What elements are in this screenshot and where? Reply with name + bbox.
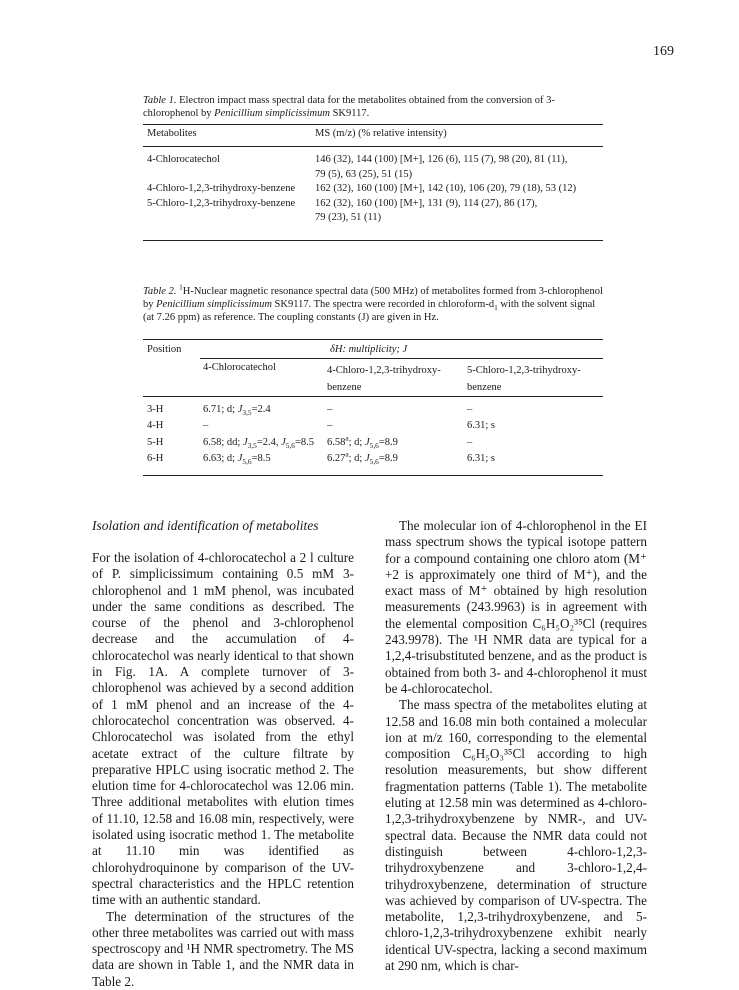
table1-cell-ms-line: 162 (32), 160 (100) [M+], 142 (10), 106 (20), 79 (18), 53 (12) <box>315 183 577 194</box>
table2-top-rule <box>143 339 603 340</box>
table2-col-b-line: benzene <box>327 382 362 393</box>
table1-caption-species: Penicillium simplicissimum <box>214 108 330 119</box>
table2-caption: Table 2. $^1$H-Nuclear magnetic resonance spectral data (500 MHz) of metabolites formed from 3-chlorophenol by Penicillium simplicissimum SK9117. The spectra were recorded in chloroform-$d_1$ with the solvent signal (at 7.26 ppm) as reference. The coupling constants (J) are given in Hz. <box>143 282 603 323</box>
table2-cell-b: – <box>327 404 333 415</box>
table2-cell-c: 6.31; s <box>467 420 496 432</box>
table-row <box>143 402 603 418</box>
table1-header-rule <box>143 146 603 147</box>
table1-col-metabolites: Metabolites <box>147 128 197 139</box>
table2-col-c-line: benzene <box>467 382 502 393</box>
table2-caption-text: SK9117. The spectra were recorded in chloroform-d <box>274 299 495 310</box>
table-row <box>143 197 603 226</box>
table2-col-b <box>327 362 441 396</box>
paragraph: The molecular ion of 4-chlorophenol in the EI mass spectrum shows the typical isotope pattern for a compound containing one chloro atom (M⁺ +2 is approximately one third of M⁺), and the exact mass of M⁺ obtained by high resolution measurements (243.9963) is in agreement with the elemental composition C₆H₅O₂³⁵Cl (requires 243.9978). The ¹H NMR data are typical for a 1,2,4-trisubstituted benzene, and as the product is obtained from both 3- and 4-chlorophenol it must be 4-chlorocatechol. <box>385 518 647 696</box>
table1-body <box>143 153 603 226</box>
table2-caption-text: H-Nuclear magnetic resonance spectral data (500 MHz) of metabolites formed from 3-chlorophenol by <box>143 286 603 310</box>
table2-cell-a: – <box>203 420 209 432</box>
table1-bottom-rule <box>143 240 603 241</box>
table1-top-rule <box>143 124 603 125</box>
table2-col-a: 4-Chlorocatechol <box>203 362 276 373</box>
table1-caption <box>143 94 603 120</box>
table1-caption-strain: SK9117. <box>332 108 370 119</box>
table-row <box>143 435 603 451</box>
paragraph: The determination of the structures of the other three metabolites was carried out with mass spectroscopy and ¹H NMR spectrometry. The MS data are shown in Table 1, and the NMR data in Table 2. <box>92 908 354 989</box>
table2-cell-b: – <box>327 420 333 432</box>
table2-cell-a: 6.71; d; $J_{3,5}=2.4$ <box>203 404 271 418</box>
table2-caption-species: Penicillium simplicissimum <box>156 299 272 310</box>
table1-label: Table 1. <box>143 95 177 106</box>
table2-cell-c: – <box>467 436 473 448</box>
table2-col-b-line: 4-Chloro-1,2,3-trihydroxy- <box>327 365 441 376</box>
table2-cell-pos: 4-H <box>147 420 164 432</box>
table2-cell-c: – <box>467 404 473 415</box>
table1-cell-ms-line: 79 (5), 63 (25), 51 (15) <box>315 168 413 180</box>
table2-cell-b: 6.27$^a$; d; $J_{5,6}=8.9$ <box>327 449 398 466</box>
table2-col-c-line: 5-Chloro-1,2,3-trihydroxy- <box>467 365 581 376</box>
table2-group-rule <box>200 358 603 359</box>
table1-cell-ms <box>315 153 603 182</box>
table2-col-c <box>467 362 581 396</box>
table1-cell-metabolite: 4-Chlorocatechol <box>147 154 220 165</box>
table2-header-rule <box>143 396 603 397</box>
paragraph: For the isolation of 4-chlorocatechol a 2 l culture of P. simplicissimum containing 0.5 mM 3-chlorophenol and 1 mM phenol, was incubated under the same conditions as described. The course of the phenol and 3-chlorophenol decrease and the accumulation of 4-chlorocatechol was nearly identical to that shown in Fig. 1A. A complete turnover of 3-chlorophenol was achieved by a second addition of 1 mM phenol and an increase of the 4-chlorocatechol concentration was observed. 4-Chlorocatechol was isolated from the ethyl acetate extract of the culture filtrate by preparative HPLC using isocratic method 2. The elution time for 4-chlorocatechol was 12.06 min. Three additional metabolites with elution times of 11.10, 12.58 and 16.08 min, respectively, were isolated using isocratic method 1. The metabolite at 11.10 min was identified as chlorohydroquinone by comparison of the UV-spectral characteristics and the HPLC retention time with an authentic standard. <box>92 550 354 908</box>
table2-cell-pos: 3-H <box>147 404 164 415</box>
table2-cell-pos: 6-H <box>147 452 164 464</box>
table2-bottom-rule <box>143 475 603 476</box>
table2-cell-c: 6.31; s <box>467 452 496 464</box>
table1-cell-ms-line: 162 (32), 160 (100) [M+], 131 (9), 114 (27), 86 (17), <box>315 197 538 209</box>
table-row <box>143 182 603 197</box>
table1-cell-metabolite: 4-Chloro-1,2,3-trihydroxy-benzene <box>147 183 296 194</box>
table1-caption-text: Electron impact mass spectral data for the metabolites obtained from the conversion of 3-chlorophenol by <box>143 95 555 119</box>
table-row <box>143 451 603 467</box>
table2-cell-pos: 5-H <box>147 436 164 448</box>
table1-cell-ms <box>315 197 603 226</box>
section-heading: Isolation and identification of metabolites <box>92 518 319 533</box>
left-column <box>92 550 354 990</box>
table2-label: Table 2. <box>143 286 177 297</box>
table1-header <box>143 128 603 139</box>
page-number: 169 <box>653 44 674 59</box>
table2-cell-b: 6.58$^a$; d; $J_{5,6}=8.9$ <box>327 433 398 450</box>
table1-col-ms: MS (m/z) (% relative intensity) <box>315 128 447 139</box>
paragraph: The mass spectra of the metabolites eluting at 12.58 and 16.08 min both contained a molecular ion at m/z 160, corresponding to the elemental composition C₆H₅O₃³⁵Cl according to high resolution measurements, but show different fragmentation patterns (Table 1). The metabolite eluting at 12.58 min was determined as 4-chloro-1,2,3-trihydroxybenzene by NMR-, and UV-spectral data. Because the NMR data could not distinguish between 4-chloro-1,2,3-trihydroxybenzene and 3-chloro-1,2,4-trihydroxybenzene, determination of structure was achieved by comparison of UV-spectra. The metabolite, 1,2,3-trihydroxybenzene, and 5-chloro-1,2,3-trihydroxybenzene exhibit nearly identical UV-spectra, lacking a second maximum at 290 nm, which is char- <box>385 697 647 974</box>
table2-cell-a: 6.58; dd; $J_{3,5}=2.4$, $J_{5,6}=8.5$ <box>203 436 315 450</box>
table1-cell-ms-line: 79 (23), 51 (11) <box>315 212 382 223</box>
right-column <box>385 518 647 974</box>
table2-caption-text: with the solvent signal (at 7.26 ppm) as reference. The coupling constants (J) are given in Hz. <box>143 299 596 323</box>
table1-cell-ms-line: 146 (32), 144 (100) [M+], 126 (6), 115 (7), 98 (20), 81 (11), <box>315 154 568 165</box>
table2-cell-a: 6.63; d; $J_{5,6}=8.5$ <box>203 452 271 466</box>
table-row <box>143 153 603 182</box>
table1-cell-metabolite: 5-Chloro-1,2,3-trihydroxy-benzene <box>147 197 296 209</box>
table-row <box>143 418 603 434</box>
table2-col-group: δH: multiplicity; J <box>330 344 408 355</box>
table2-col-position: Position <box>147 344 182 355</box>
table2-body <box>143 402 603 467</box>
table1-cell-ms <box>315 182 603 197</box>
